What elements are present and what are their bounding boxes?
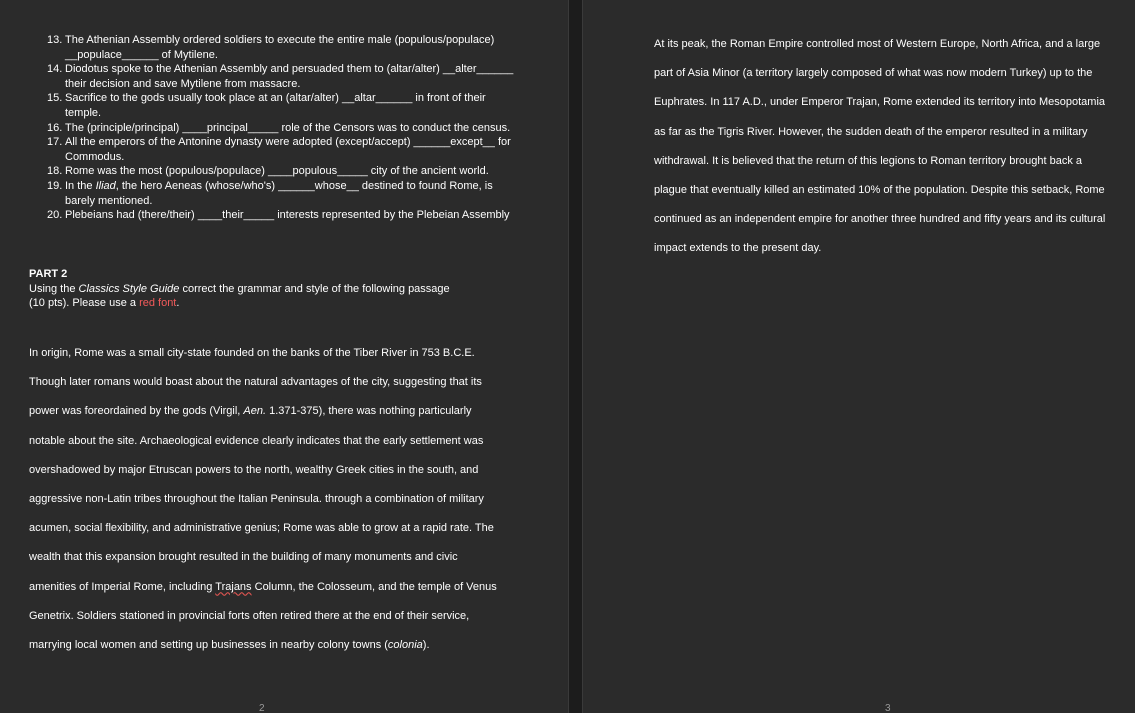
item-number: 20. xyxy=(47,209,63,222)
item-text: Plebeians had (there/their) ____their_____ interests represented by the Plebeian Assembly xyxy=(65,209,510,222)
list-item[interactable] xyxy=(47,135,517,164)
item-number: 18. xyxy=(47,165,63,178)
item-text-italic: Iliad xyxy=(95,179,116,192)
part2-instructions[interactable] xyxy=(29,267,509,311)
passage-line: Genetrix. Soldiers stationed in provincial forts often retired there at the end of their service, xyxy=(29,609,470,622)
item-text: All the emperors of the Antonine dynasty were adopted (except/accept) ______except__ for Commodus. xyxy=(65,136,511,163)
page-gutter xyxy=(568,0,583,713)
list-item[interactable] xyxy=(47,179,517,208)
item-text: Diodotus spoke to the Athenian Assembly and persuaded them to (altar/alter) __alter______ their decision and save Mytilene from massacre. xyxy=(65,63,514,90)
item-number: 14. xyxy=(47,63,63,76)
list-item[interactable] xyxy=(47,91,517,120)
passage-line: continued as an independent empire for another three hundred and fifty years and its cultural xyxy=(654,213,1106,226)
item-text: The (principle/principal) ____principal_____ role of the Censors was to conduct the census. xyxy=(65,121,511,134)
passage-line: as far as the Tigris River. However, the sudden death of the emperor resulted in a military xyxy=(654,125,1088,138)
passage-line: marrying local women and setting up businesses in nearby colony towns (colonia). xyxy=(29,639,430,652)
passage-line: In origin, Rome was a small city-state founded on the banks of the Tiber River in 753 B.C.E. xyxy=(29,347,475,359)
list-item[interactable] xyxy=(47,164,517,179)
item-number: 17. xyxy=(47,136,63,149)
item-number: 15. xyxy=(47,92,63,105)
item-number: 19. xyxy=(47,179,63,192)
passage-line: part of Asia Minor (a territory largely composed of what was now modern Turkey) up to the xyxy=(654,67,1093,80)
passage-line: aggressive non-Latin tribes throughout the Italian Peninsula. through a combination of military xyxy=(29,493,484,506)
part2-heading: PART 2 xyxy=(29,268,68,280)
page-number: 3 xyxy=(885,703,891,713)
passage-line: power was foreordained by the gods (Virgil, Aen. 1.371-375), there was nothing particularly xyxy=(29,405,472,418)
item-text: Sacrifice to the gods usually took place at an (altar/alter) __altar______ in front of their temple. xyxy=(65,92,486,119)
passage-line: notable about the site. Archaeological evidence clearly indicates that the early settlement was xyxy=(29,434,484,447)
passage-line: wealth that this expansion brought resulted in the building of many monuments and civic xyxy=(29,551,458,564)
right-passage-text[interactable] xyxy=(654,30,1122,264)
page-number: 2 xyxy=(259,703,265,713)
red-font-text: red font xyxy=(139,297,177,310)
part2-line1: Using the Classics Style Guide correct the grammar and style of the following passage xyxy=(29,282,450,295)
item-number: 16. xyxy=(47,121,63,134)
item-text: , the hero Aeneas (whose/who's) ______whose__ destined to found Rome, is barely mentioned. xyxy=(65,179,493,207)
passage-line: amenities of Imperial Rome, including Trajans Column, the Colosseum, and the temple of Venus xyxy=(29,580,497,593)
item-text: The Athenian Assembly ordered soldiers to execute the entire male (populous/populace) __populace______ of Mytilene. xyxy=(65,34,495,61)
passage-text[interactable] xyxy=(29,339,529,660)
passage-line: Though later romans would boast about the natural advantages of the city, suggesting that its xyxy=(29,376,482,389)
passage-line: Euphrates. In 117 A.D., under Emperor Trajan, Rome extended its territory into Mesopotamia xyxy=(654,96,1106,109)
passage-line: overshadowed by major Etruscan powers to the north, wealthy Greek cities in the south, and xyxy=(29,463,479,476)
list-item[interactable] xyxy=(47,208,517,223)
list-item[interactable] xyxy=(47,121,517,136)
item-text: Rome was the most (populous/populace) ____populous_____ city of the ancient world. xyxy=(65,165,489,178)
passage-line: acumen, social flexibility, and administrative genius; Rome was able to grow at a rapid rate. The xyxy=(29,522,494,535)
passage-line: impact extends to the present day. xyxy=(654,242,822,255)
passage-line: At its peak, the Roman Empire controlled most of Western Europe, North Africa, and a large xyxy=(654,38,1101,50)
question-list xyxy=(47,33,517,223)
style-guide-title: Classics Style Guide xyxy=(78,282,180,295)
item-number: 13. xyxy=(47,34,63,46)
passage-line: plague that eventually killed an estimated 10% of the population. Despite this setback, Rome xyxy=(654,184,1105,197)
part2-line2: (10 pts). Please use a red font. xyxy=(29,297,180,310)
list-item[interactable] xyxy=(47,62,517,91)
spelling-error[interactable]: Trajans xyxy=(215,580,252,593)
item-text: In the xyxy=(65,179,96,192)
passage-line: withdrawal. It is believed that the return of this legions to Roman territory brought back a xyxy=(654,154,1082,167)
list-item[interactable] xyxy=(47,33,517,62)
